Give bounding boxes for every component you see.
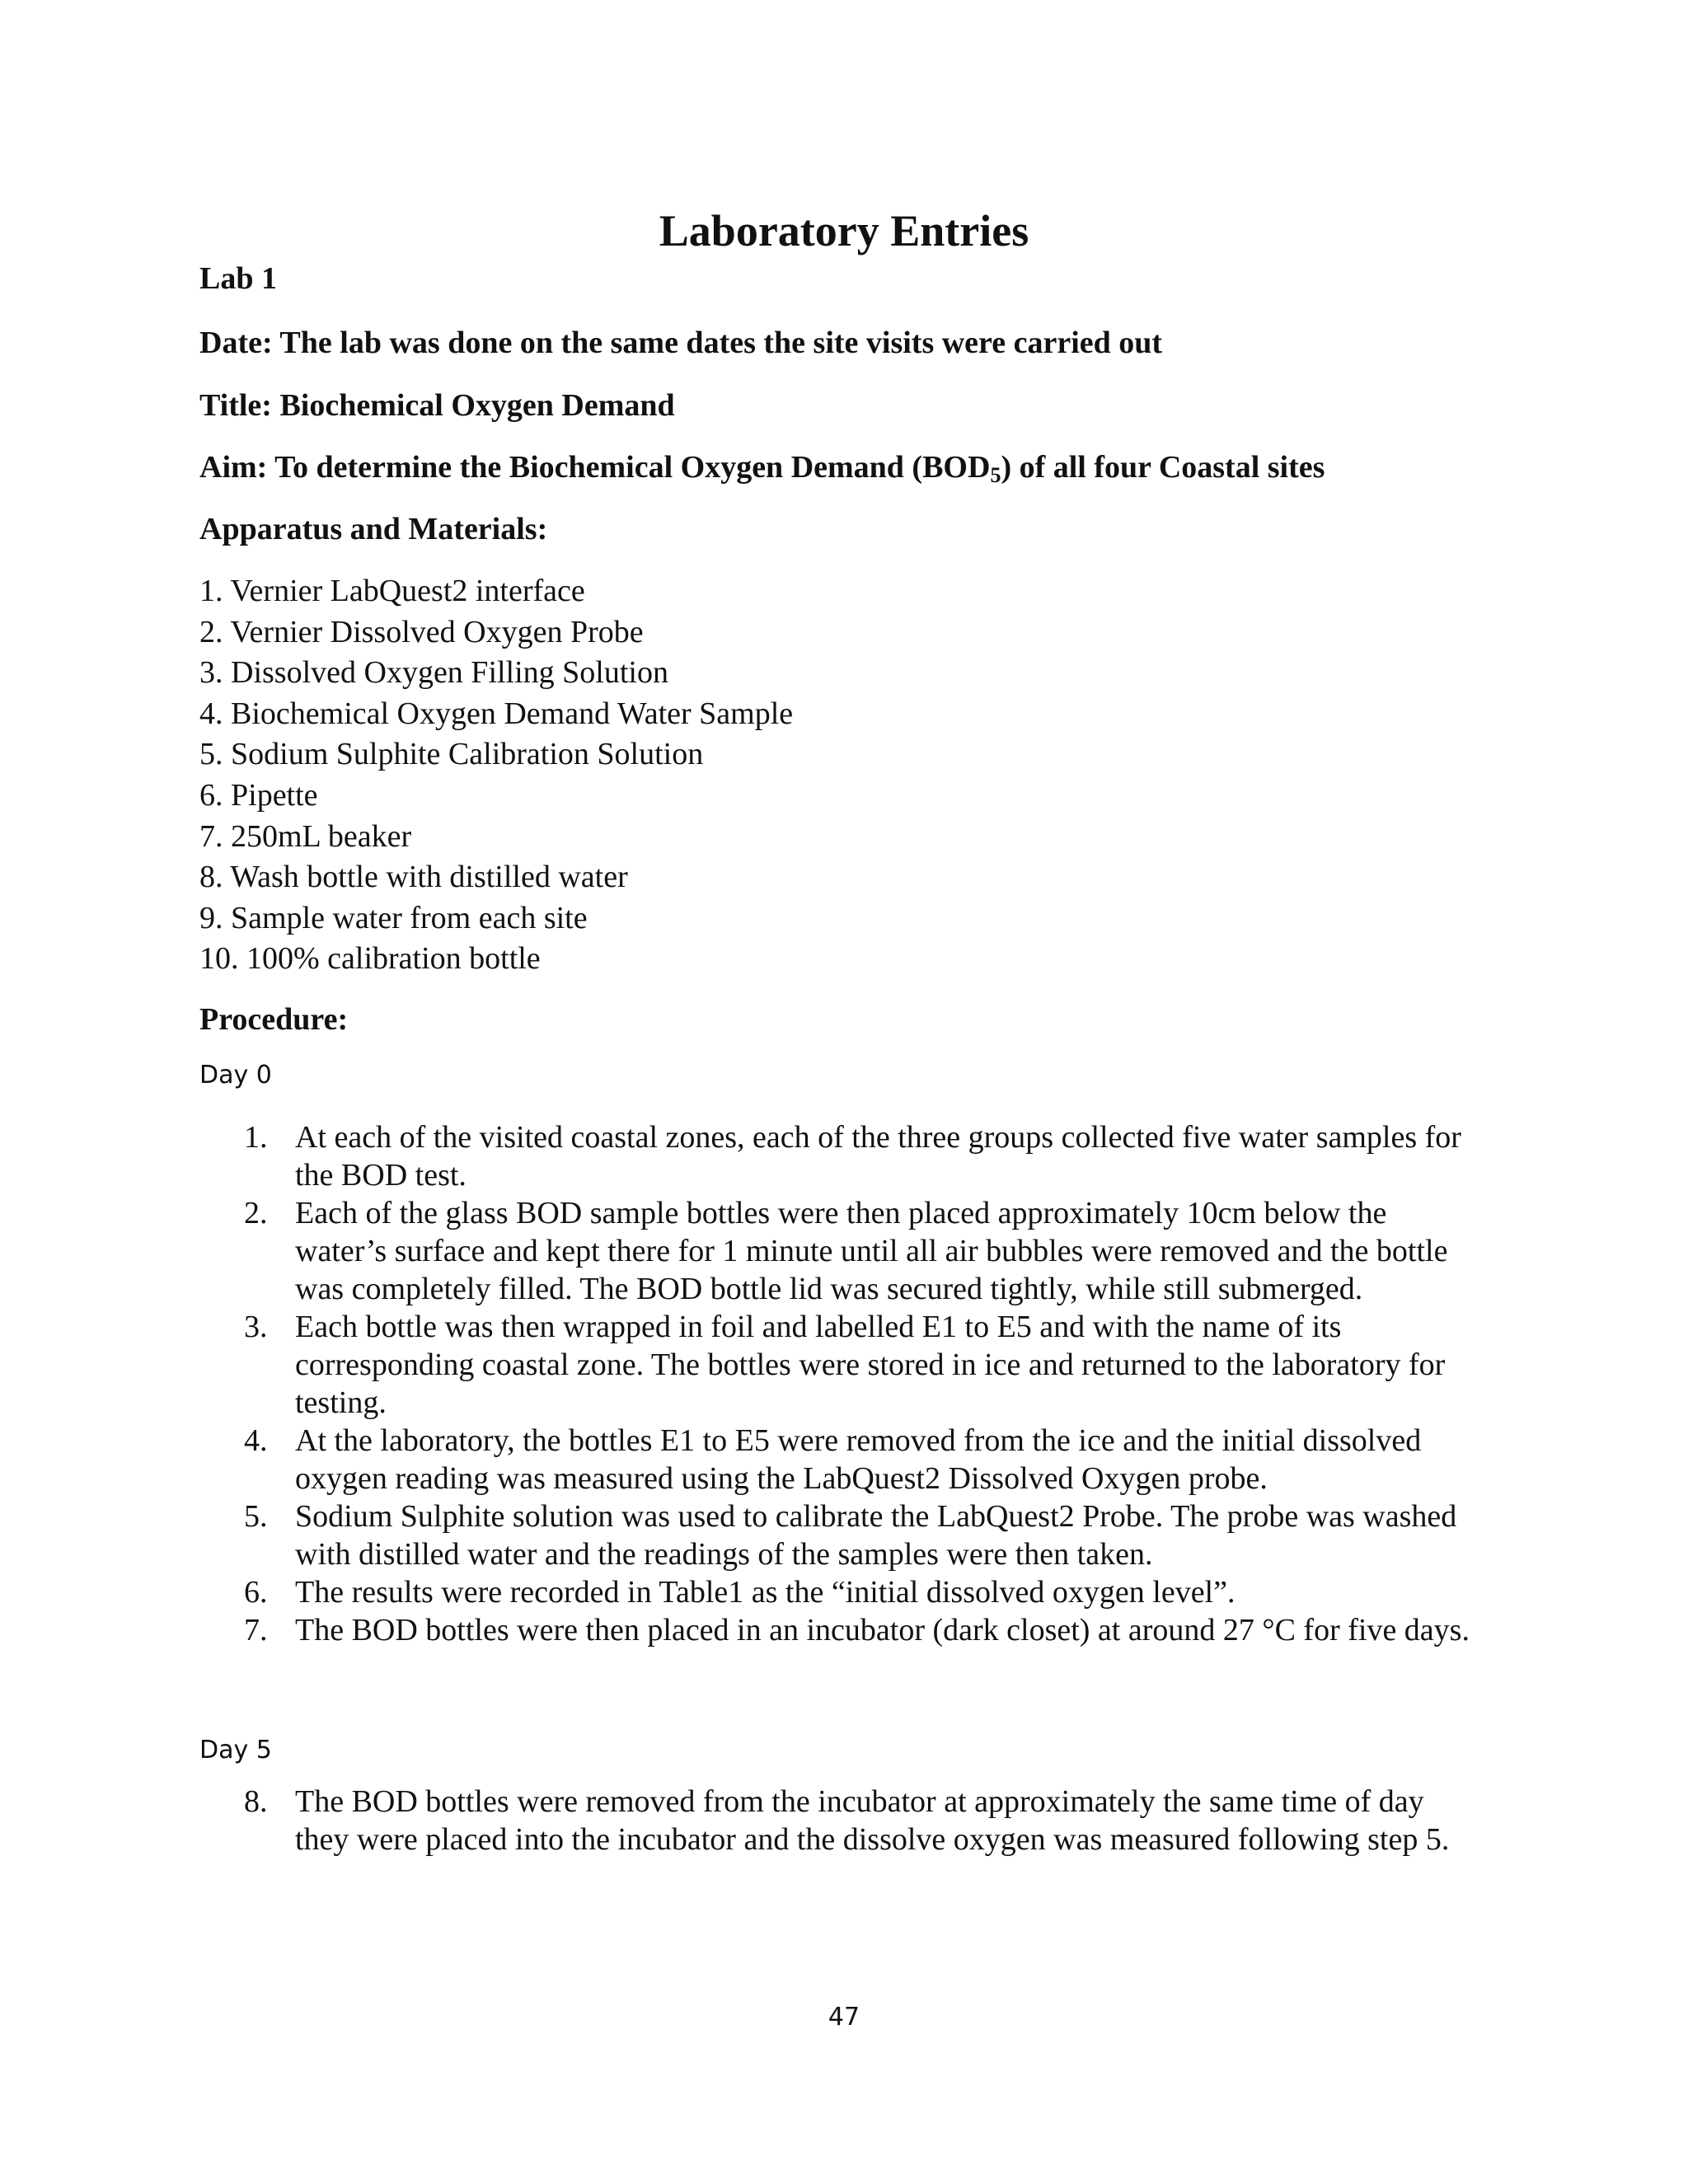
step-text: Sodium Sulphite solution was used to calibrate the LabQuest2 Probe. The probe was washed with distilled water and the readings of the samples were then taken. xyxy=(295,1499,1457,1572)
step-number: 3. xyxy=(244,1310,268,1344)
step-text: At the laboratory, the bottles E1 to E5 were removed from the ice and the initial dissolved oxygen reading was measured using the LabQuest2 Dissolved Oxygen probe. xyxy=(295,1423,1422,1496)
list-item: 10. 100% calibration bottle xyxy=(199,941,541,977)
list-item: 4. Biochemical Oxygen Demand Water Sample xyxy=(199,696,794,731)
step-number: 4. xyxy=(244,1423,268,1458)
apparatus-list xyxy=(199,571,793,980)
page-number: 47 xyxy=(828,2003,860,2032)
procedure-step xyxy=(244,1308,1480,1422)
procedure-step xyxy=(244,1611,1480,1649)
step-text: Each of the glass BOD sample bottles were then placed approximately 10cm below the water’s surface and kept there for 1 minute until all air bubbles were removed and the bottle was completely filled. The BOD bottle lid was secured tightly, while still submerged. xyxy=(295,1196,1448,1306)
procedure-step xyxy=(244,1497,1480,1573)
step-text: The results were recorded in Table1 as the “initial dissolved oxygen level”. xyxy=(295,1575,1236,1610)
aim-subscript: 5 xyxy=(990,463,1001,487)
step-text: At each of the visited coastal zones, each of the three groups collected five water samples for the BOD test. xyxy=(295,1120,1461,1193)
step-number: 6. xyxy=(244,1575,268,1610)
list-item: 7. 250mL beaker xyxy=(199,818,412,854)
step-number: 5. xyxy=(244,1499,268,1534)
day0-steps xyxy=(244,1118,1480,1649)
date-line: Date: The lab was done on the same dates the site visits were carried out xyxy=(199,326,1163,360)
list-item: 8. Wash bottle with distilled water xyxy=(199,860,628,895)
day5-steps xyxy=(244,1783,1480,1858)
apparatus-heading: Apparatus and Materials: xyxy=(199,512,548,546)
title-line: Title: Biochemical Oxygen Demand xyxy=(199,388,675,423)
step-number: 2. xyxy=(244,1196,268,1230)
procedure-step xyxy=(244,1573,1480,1611)
aim-prefix: Aim: To determine the Biochemical Oxygen Demand (BOD xyxy=(199,450,991,485)
step-number: 8. xyxy=(244,1784,268,1819)
step-text: The BOD bottles were then placed in an incubator (dark closet) at around 27 °C for five days. xyxy=(295,1613,1470,1647)
lab-label: Lab 1 xyxy=(199,261,277,296)
list-item: 9. Sample water from each site xyxy=(199,900,588,935)
procedure-step xyxy=(244,1783,1480,1858)
step-text: The BOD bottles were removed from the incubator at approximately the same time of day they were placed into the incubator and the dissolve oxygen was measured following step 5. xyxy=(295,1784,1450,1857)
list-item: 3. Dissolved Oxygen Filling Solution xyxy=(199,655,668,691)
day0-label: Day 0 xyxy=(199,1061,272,1090)
aim-suffix: ) of all four Coastal sites xyxy=(1001,450,1325,485)
list-item: 6. Pipette xyxy=(199,777,318,813)
day5-label: Day 5 xyxy=(199,1736,272,1765)
procedure-heading: Procedure: xyxy=(199,1002,349,1037)
step-number: 1. xyxy=(244,1120,268,1155)
step-text: Each bottle was then wrapped in foil and labelled E1 to E5 and with the name of its corresponding coastal zone. The bottles were stored in ice and returned to the laboratory for testing. xyxy=(295,1310,1446,1420)
list-item: 1. Vernier LabQuest2 interface xyxy=(199,574,585,608)
procedure-step xyxy=(244,1194,1480,1308)
list-item: 2. Vernier Dissolved Oxygen Probe xyxy=(199,614,644,649)
list-item: 5. Sodium Sulphite Calibration Solution xyxy=(199,737,704,772)
procedure-step xyxy=(244,1118,1480,1194)
aim-line xyxy=(199,447,1325,488)
step-number: 7. xyxy=(244,1613,268,1647)
page-title: Laboratory Entries xyxy=(659,206,1029,255)
procedure-step xyxy=(244,1422,1480,1497)
